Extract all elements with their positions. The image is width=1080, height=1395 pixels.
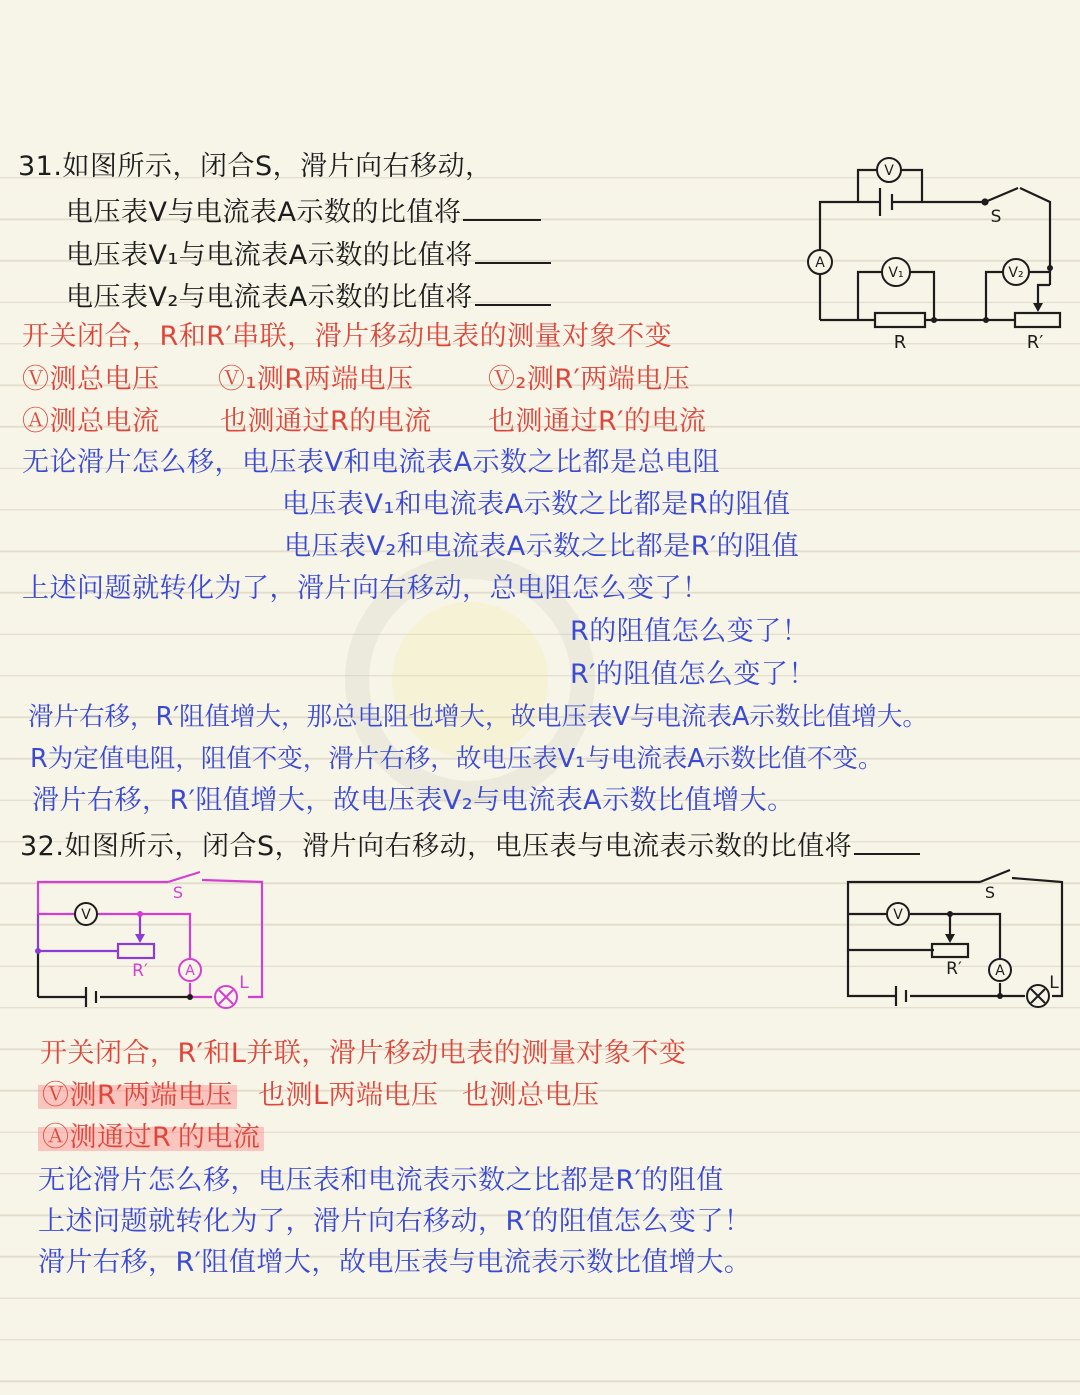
answer-blank-2[interactable] — [475, 236, 551, 264]
q32a-l-label: L — [239, 973, 249, 993]
q32-meter-v-l: 也测L两端电压 — [258, 1080, 439, 1111]
q32-conclusion: 滑片右移，R′阻值增大，故电压表与电流表示数比值增大。 — [38, 1247, 752, 1278]
q31-conclusion-2: R为定值电阻，阻值不变，滑片右移，故电压表V₁与电流表A示数比值不变。 — [30, 744, 884, 774]
q31-meter-a-r: 也测通过R的电流 — [220, 406, 432, 437]
q31-ratio-r: 电压表V₁和电流表A示数之比都是R的阻值 — [282, 489, 791, 520]
answer-blank-1[interactable] — [463, 193, 541, 221]
q32-meter-v-total: 也测总电压 — [462, 1080, 600, 1111]
q32-circuit-diagram — [840, 868, 1065, 1013]
q32a-switch-label: S — [172, 883, 184, 902]
q32-ratio-rp: 无论滑片怎么移，电压表和电流表示数之比都是R′的阻值 — [38, 1165, 724, 1196]
answer-blank-3[interactable] — [475, 278, 551, 306]
q32b-switch-label: S — [984, 883, 996, 902]
q32a-a-label: A — [185, 963, 195, 979]
watermark-logo-inner — [392, 602, 548, 758]
q32a-v-label: V — [81, 907, 91, 923]
q32-title: 32.如图所示，闭合S，滑片向右移动，电压表与电流表示数的比值将 — [20, 827, 920, 864]
q32b-rp-label: R′ — [946, 959, 962, 979]
q31-reframe-rp: R′的阻值怎么变了！ — [570, 659, 816, 690]
answer-blank-4[interactable] — [854, 827, 920, 855]
q31-reframe-total: 上述问题就转化为了，滑片向右移动，总电阻怎么变了！ — [22, 573, 710, 604]
q31-ratio-total: 无论滑片怎么移，电压表V和电流表A示数之比都是总电阻 — [22, 447, 720, 478]
q31-v-label: V — [884, 163, 894, 179]
q31-a-label: A — [815, 255, 825, 271]
q31-conclusion-1: 滑片右移，R′阻值增大，那总电阻也增大，故电压表V与电流表A示数比值增大。 — [28, 702, 928, 732]
q31-question-line-3: 电压表V₂与电流表A示数的比值将 — [66, 278, 551, 315]
q31-v1-label: V₁ — [888, 265, 904, 281]
q31-rp-label: R′ — [1026, 332, 1044, 353]
q31-conclusion-3: 滑片右移，R′阻值增大，故电压表V₂与电流表A示数比值增大。 — [32, 785, 795, 816]
q31-meter-v1: Ⓥ₁测R两端电压 — [218, 364, 414, 395]
q32-meter-a: Ⓐ测通过R′的电流 — [38, 1121, 264, 1155]
q32-circuit-colored — [30, 870, 280, 1015]
q31-meter-v2: Ⓥ₂测R′两端电压 — [488, 364, 691, 395]
q32b-a-label: A — [995, 963, 1005, 979]
q31-question-line-2: 电压表V₁与电流表A示数的比值将 — [66, 236, 551, 273]
q31-analysis-series: 开关闭合，R和R′串联，滑片移动电表的测量对象不变 — [22, 321, 673, 352]
q31-reframe-r: R的阻值怎么变了！ — [570, 616, 810, 647]
q32b-v-label: V — [893, 907, 903, 923]
q31-title: 31.如图所示，闭合S，滑片向右移动， — [18, 151, 493, 182]
paper-top-margin — [0, 0, 1080, 138]
q31-meter-a-rp: 也测通过R′的电流 — [488, 406, 707, 437]
q31-circuit-diagram — [800, 150, 1070, 353]
q32-reframe-rp: 上述问题就转化为了，滑片向右移动，R′的阻值怎么变了！ — [38, 1206, 752, 1237]
q31-r-label: R — [893, 332, 907, 353]
q31-meter-a: Ⓐ测总电流 — [22, 406, 160, 437]
q32-analysis-parallel: 开关闭合，R′和L并联，滑片移动电表的测量对象不变 — [40, 1038, 687, 1069]
q31-ratio-rp: 电压表V₂和电流表A示数之比都是R′的阻值 — [284, 531, 800, 562]
q32b-l-label: L — [1049, 973, 1059, 993]
q31-switch-label: S — [990, 207, 1002, 227]
q32a-rp-label: R′ — [132, 961, 148, 981]
q31-v2-label: V₂ — [1008, 265, 1024, 281]
q31-meter-v: Ⓥ测总电压 — [22, 364, 160, 395]
q32-meter-v: Ⓥ测R′两端电压 — [38, 1079, 237, 1113]
q31-question-line-1: 电压表V与电流表A示数的比值将 — [66, 193, 541, 230]
